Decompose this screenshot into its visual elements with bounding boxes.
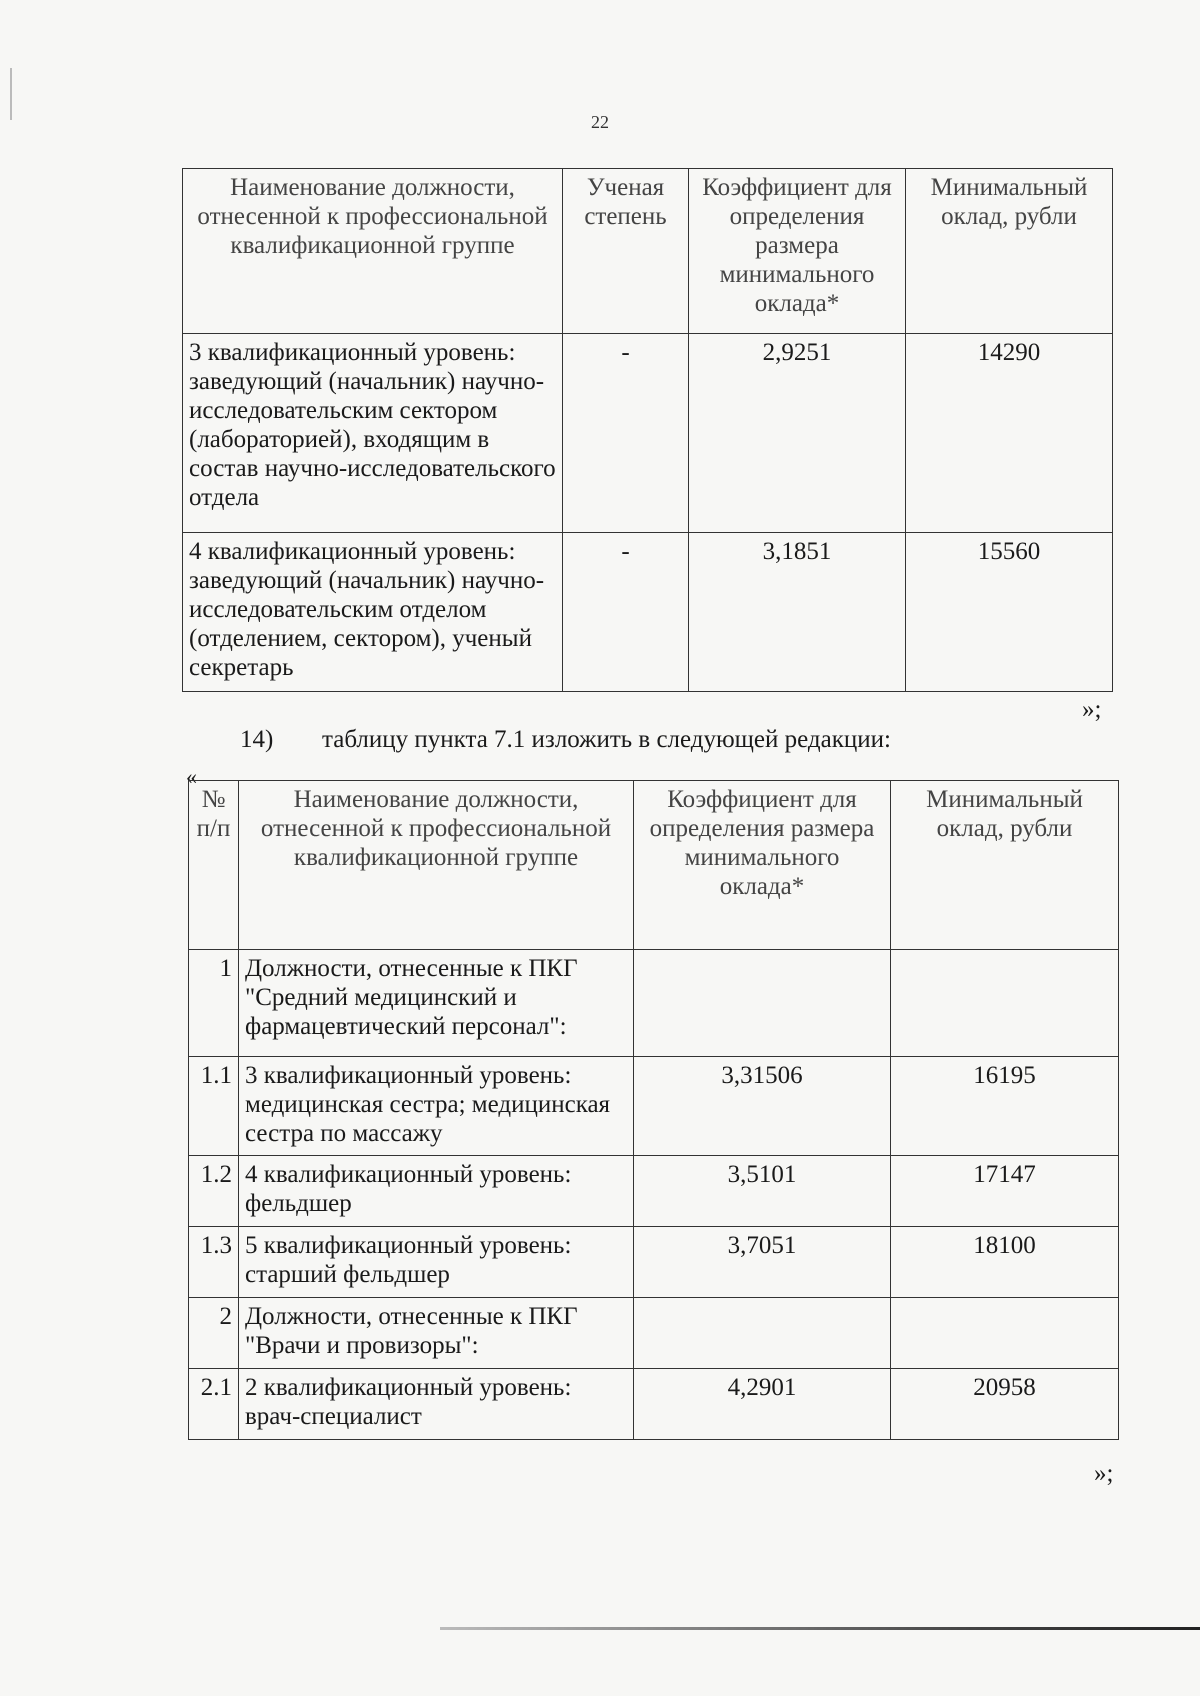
cell-row-number: 1.3 xyxy=(189,1227,239,1298)
cell-position-name: 3 квалификационный уровень: медицинская сестра; медицинская сестра по массажу xyxy=(239,1057,634,1156)
cell-min-salary: 14290 xyxy=(906,334,1113,533)
table-row xyxy=(189,1057,1119,1156)
cell-academic-degree: - xyxy=(563,334,689,533)
table-row xyxy=(183,533,1113,692)
header-coefficient: Коэффициент для определения размера минимального оклада* xyxy=(689,169,906,334)
table-row xyxy=(183,334,1113,533)
cell-min-salary xyxy=(891,1298,1119,1369)
paragraph-number: 14) xyxy=(240,726,274,753)
page-number: 22 xyxy=(591,112,609,132)
cell-position-name: 5 квалификационный уровень: старший фельдшер xyxy=(239,1227,634,1298)
paragraph-text: таблицу пункта 7.1 изложить в следующей редакции: xyxy=(322,726,891,753)
scan-edge-line xyxy=(440,1627,1200,1630)
header-min-salary: Минимальный оклад, рубли xyxy=(891,781,1119,950)
cell-coefficient: 3,5101 xyxy=(634,1156,891,1227)
closing-quote: »; xyxy=(1082,696,1102,723)
cell-position-name: 2 квалификационный уровень: врач-специалист xyxy=(239,1369,634,1440)
cell-coefficient: 2,9251 xyxy=(689,334,906,533)
cell-position-name: 4 квалификационный уровень: заведующий (начальник) научно-исследовательским отделом (отделением, сектором), ученый секретарь xyxy=(183,533,563,692)
cell-coefficient: 3,1851 xyxy=(689,533,906,692)
cell-row-number: 1.1 xyxy=(189,1057,239,1156)
cell-row-number: 1.2 xyxy=(189,1156,239,1227)
header-coefficient: Коэффициент для определения размера минимального оклада* xyxy=(634,781,891,950)
table-row xyxy=(189,950,1119,1057)
cell-coefficient xyxy=(634,950,891,1057)
cell-coefficient xyxy=(634,1298,891,1369)
cell-min-salary: 15560 xyxy=(906,533,1113,692)
cell-position-name: Должности, отнесенные к ПКГ "Врачи и провизоры": xyxy=(239,1298,634,1369)
cell-row-number: 2.1 xyxy=(189,1369,239,1440)
cell-academic-degree: - xyxy=(563,533,689,692)
cell-min-salary: 20958 xyxy=(891,1369,1119,1440)
positions-table-2 xyxy=(188,780,1119,1440)
header-position-name: Наименование должности, отнесенной к профессиональной квалификационной группе xyxy=(239,781,634,950)
table-header-row xyxy=(189,781,1119,950)
positions-table-1 xyxy=(182,168,1113,692)
header-row-number: № п/п xyxy=(189,781,239,950)
cell-min-salary: 17147 xyxy=(891,1156,1119,1227)
table-row xyxy=(189,1156,1119,1227)
table-row xyxy=(189,1369,1119,1440)
cell-min-salary: 18100 xyxy=(891,1227,1119,1298)
table-row xyxy=(189,1298,1119,1369)
cell-position-name: Должности, отнесенные к ПКГ "Средний медицинский и фармацевтический персонал": xyxy=(239,950,634,1057)
table-header-row xyxy=(183,169,1113,334)
cell-coefficient: 3,7051 xyxy=(634,1227,891,1298)
cell-row-number: 1 xyxy=(189,950,239,1057)
cell-row-number: 2 xyxy=(189,1298,239,1369)
amendment-paragraph xyxy=(240,726,891,754)
header-academic-degree: Ученая степень xyxy=(563,169,689,334)
opening-quote: « xyxy=(186,764,197,789)
cell-min-salary: 16195 xyxy=(891,1057,1119,1156)
header-min-salary: Минимальный оклад, рубли xyxy=(906,169,1113,334)
cell-position-name: 4 квалификационный уровень: фельдшер xyxy=(239,1156,634,1227)
header-position-name: Наименование должности, отнесенной к профессиональной квалификационной группе xyxy=(183,169,563,334)
cell-coefficient: 3,31506 xyxy=(634,1057,891,1156)
table-row xyxy=(189,1227,1119,1298)
cell-coefficient: 4,2901 xyxy=(634,1369,891,1440)
cell-position-name: 3 квалификационный уровень: заведующий (начальник) научно-исследовательским сектором (лабораторией), входящим в состав научно-исследовательского отдела xyxy=(183,334,563,533)
closing-quote: »; xyxy=(1094,1460,1114,1487)
cell-min-salary xyxy=(891,950,1119,1057)
